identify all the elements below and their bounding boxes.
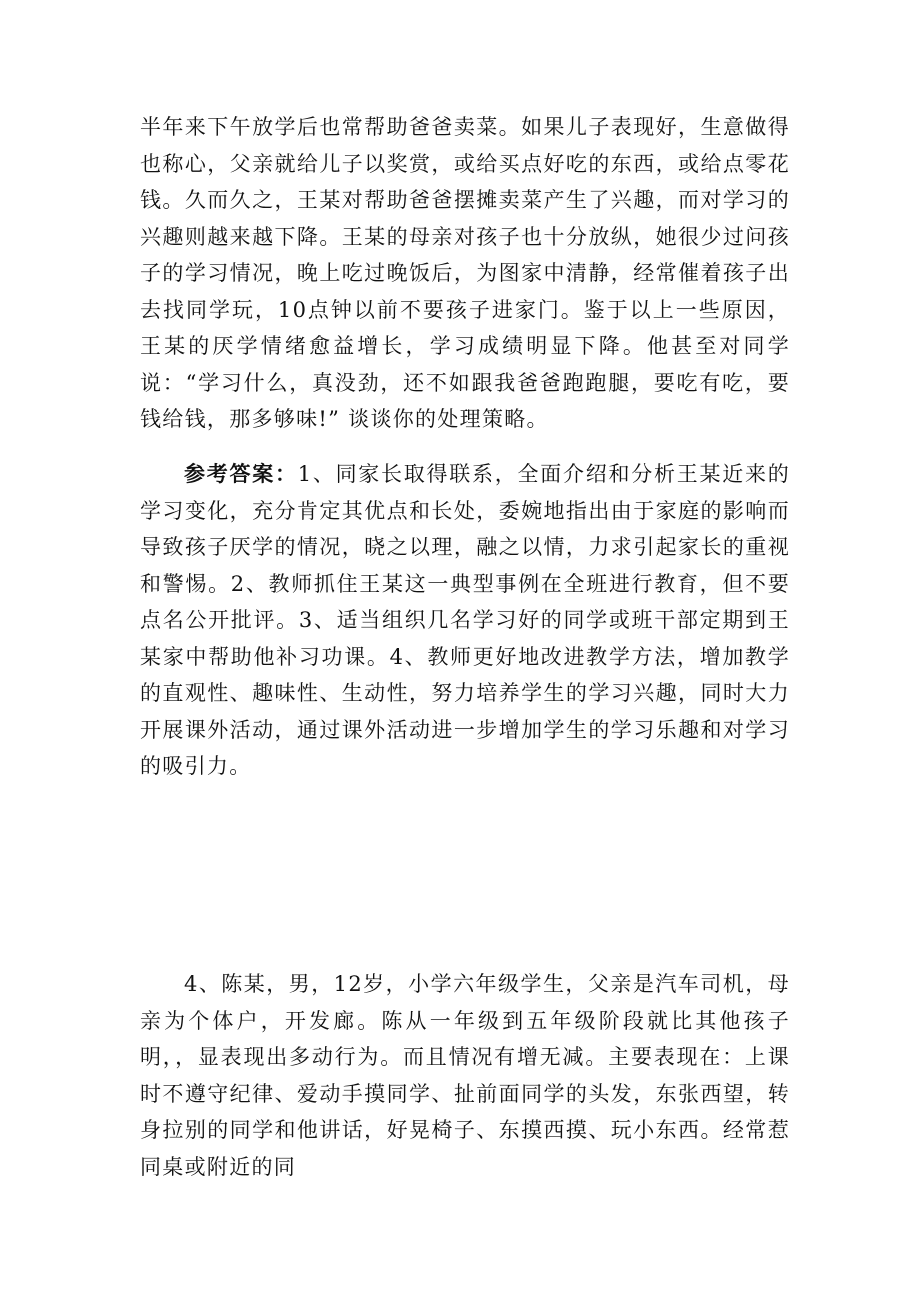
reference-answer-text: 1、同家长取得联系，全面介绍和分析王某近来的学习变化，充分肯定其优点和长处，委婉地指出由于家庭的影响而导致孩子厌学的情况，晓之以理，融之以情，力求引起家长的重视和警惕。2、教师抓住王某这一典型事例在全班进行教育，但不要点名公开批评。3、适当组织几名学习好的同学或班干部定期到王某家中帮助他补习功课。4、教师更好地改进教学方法，增加教学的直观性、趣味性、生动性，努力培养学生的学习兴趣，同时大力开展课外活动，通过课外活动进一步增加学生的学习乐趣和对学习的吸引力。	[140, 462, 790, 778]
case-four-paragraph: 4、陈某，男，12岁，小学六年级学生，父亲是汽车司机，母亲为个体户，开发廊。陈从一年级到五年级阶段就比其他孩子明，，显表现出多动行为。而且情况有增无减。主要表现在：上课时不遵守纪律、爱动手摸同学、扯前面同学的头发，东张西望，转身拉别的同学和他讲话，好晃椅子、东摸西摸、玩小东西。经常惹同桌或附近的同	[140, 972, 790, 1179]
reference-answer-label: 参考答案：	[184, 461, 298, 486]
case-description-paragraph: 半年来下午放学后也常帮助爸爸卖菜。如果儿子表现好，生意做得也称心，父亲就给儿子以奖赏，或给买点好吃的东西，或给点零花钱。久而久之，王某对帮助爸爸摆摊卖菜产生了兴趣，而对学习的兴趣则越来越下降。王某的母亲对孩子也十分放纵，她很少过问孩子的学习情况，晚上吃过晚饭后，为图家中清静，经常催着孩子出去找同学玩，10点钟以前不要孩子进家门。鉴于以上一些原因，王某的厌学情绪愈益增长，学习成绩明显下降。他甚至对同学说：“学习什么，真没劲，还不如跟我爸爸跑跑腿，要吃有吃，要钱给钱，那多够味!” 谈谈你的处理策略。	[140, 115, 790, 431]
reference-answer-paragraph	[140, 456, 790, 785]
